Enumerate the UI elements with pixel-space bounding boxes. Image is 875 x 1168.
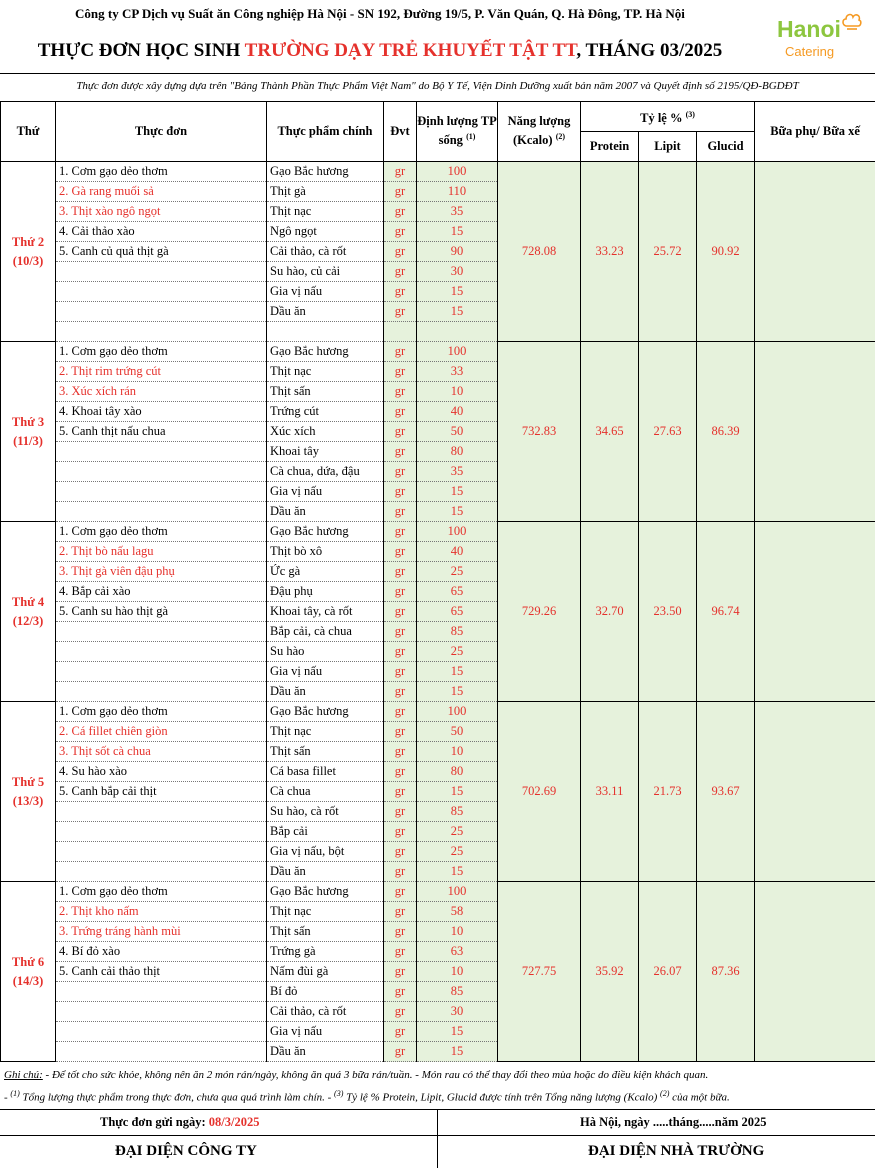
col-lipit: Lipit <box>639 132 697 162</box>
unit-cell: gr <box>384 762 417 782</box>
ingredient-cell: Bí đỏ <box>267 982 384 1002</box>
dish-cell: 1. Cơm gạo dẻo thơm <box>56 162 267 182</box>
ingredient-cell: Thịt nạc <box>267 902 384 922</box>
dish-cell <box>56 822 267 842</box>
dish-cell: 5. Canh củ quả thịt gà <box>56 242 267 262</box>
dish-cell <box>56 1002 267 1022</box>
dish-cell <box>56 442 267 462</box>
day-name: Thứ 6 <box>11 954 45 969</box>
unit-cell: gr <box>384 702 417 722</box>
dish-cell <box>56 982 267 1002</box>
note-line-2: - $^{(1)}$ Tổng lượng thực phẩm trong thực đơn, chưa qua quá trình làm chín. - $^{(3)}$ Tỷ lệ % Protein, Lipit, Glucid được tính trên Tổng năng lượng (Kcalo) $^{(2)}$ của một bữa. <box>4 1089 730 1104</box>
unit-cell: gr <box>384 722 417 742</box>
quantity-cell: 15 <box>417 862 498 882</box>
day-cell <box>1 162 56 342</box>
unit-cell: gr <box>384 842 417 862</box>
place-date: Hà Nội, ngày .....tháng.....năm 2025 <box>580 1115 767 1129</box>
quantity-cell: 15 <box>417 502 498 522</box>
unit-cell: gr <box>384 342 417 362</box>
unit-cell: gr <box>384 162 417 182</box>
dish-cell: 3. Xúc xích rán <box>56 382 267 402</box>
unit-cell: gr <box>384 962 417 982</box>
dish-cell <box>56 662 267 682</box>
dish-cell: 1. Cơm gạo dẻo thơm <box>56 702 267 722</box>
company-representative: ĐẠI DIỆN CÔNG TY <box>115 1143 257 1159</box>
logo-sub-text: Catering <box>785 44 835 59</box>
dish-cell <box>56 622 267 642</box>
unit-cell: gr <box>384 182 417 202</box>
col-unit: Đvt <box>384 102 417 162</box>
unit-cell: gr <box>384 982 417 1002</box>
quantity-cell: 35 <box>417 462 498 482</box>
glucid-cell: 93.67 <box>697 702 755 882</box>
protein-cell: 34.65 <box>581 342 639 522</box>
ingredient-cell: Đậu phụ <box>267 582 384 602</box>
table-row <box>1 342 875 362</box>
day-name: Thứ 2 <box>11 234 45 249</box>
ingredient-cell: Gạo Bắc hương <box>267 882 384 902</box>
unit-cell: gr <box>384 882 417 902</box>
unit-cell: gr <box>384 502 417 522</box>
ingredient-cell: Dầu ăn <box>267 1042 384 1062</box>
ingredient-cell: Cà chua <box>267 782 384 802</box>
header-divider <box>0 73 875 74</box>
dish-cell: 1. Cơm gạo dẻo thơm <box>56 522 267 542</box>
ingredient-cell: Cá basa fillet <box>267 762 384 782</box>
quantity-cell: 35 <box>417 202 498 222</box>
ingredient-cell: Thịt bò xô <box>267 542 384 562</box>
quantity-cell: 15 <box>417 782 498 802</box>
dish-cell: 3. Trứng tráng hành mùi <box>56 922 267 942</box>
menu-source-note: Thực đơn được xây dựng dựa trên "Bảng Thành Phần Thực Phẩm Việt Nam" do Bộ Y Tế, Viện Dinh Dưỡng xuất bản năm 2007 và Quyết định số 2195/QĐ-BGDĐT <box>76 80 799 92</box>
dish-cell <box>56 1042 267 1062</box>
table-row <box>1 882 875 902</box>
dish-cell <box>56 842 267 862</box>
day-cell <box>1 342 56 522</box>
ingredient-cell: Gạo Bắc hương <box>267 342 384 362</box>
dish-cell <box>56 502 267 522</box>
quantity-cell: 50 <box>417 422 498 442</box>
energy-cell: 729.26 <box>498 522 581 702</box>
dish-cell <box>56 482 267 502</box>
unit-cell: gr <box>384 522 417 542</box>
ingredient-cell: Ngô ngọt <box>267 222 384 242</box>
menu-table <box>0 101 875 1062</box>
unit-cell: gr <box>384 382 417 402</box>
dish-cell <box>56 802 267 822</box>
dish-cell: 3. Thịt sốt cà chua <box>56 742 267 762</box>
glucid-cell: 86.39 <box>697 342 755 522</box>
dish-cell: 3. Thịt xào ngô ngọt <box>56 202 267 222</box>
protein-cell: 33.23 <box>581 162 639 342</box>
day-cell <box>1 522 56 702</box>
dish-cell <box>56 262 267 282</box>
col-menu: Thực đơn <box>56 102 267 162</box>
ingredient-cell: Cải thảo, cà rốt <box>267 1002 384 1022</box>
quantity-cell: 25 <box>417 822 498 842</box>
glucid-cell: 90.92 <box>697 162 755 342</box>
snack-cell <box>755 162 875 342</box>
ingredient-cell: Trứng cút <box>267 402 384 422</box>
dish-cell: 5. Canh thịt nấu chua <box>56 422 267 442</box>
dish-cell: 4. Khoai tây xào <box>56 402 267 422</box>
quantity-cell: 15 <box>417 222 498 242</box>
quantity-cell: 15 <box>417 302 498 322</box>
unit-cell: gr <box>384 302 417 322</box>
note-line-1: Ghi chú: - Để tốt cho sức khỏe, không nên ăn 2 món rán/ngày, không ăn quá 3 bữa rán/tuần. - Món rau có thể thay đổi theo mùa hoặc do điều kiện khách quan. <box>4 1069 709 1081</box>
unit-cell: gr <box>384 782 417 802</box>
snack-cell <box>755 522 875 702</box>
dish-cell <box>56 302 267 322</box>
dish-cell <box>56 282 267 302</box>
unit-cell: gr <box>384 462 417 482</box>
ingredient-cell: Khoai tây, cà rốt <box>267 602 384 622</box>
unit-cell: gr <box>384 802 417 822</box>
quantity-cell: 65 <box>417 582 498 602</box>
day-date: (12/3) <box>12 613 44 628</box>
unit-cell: gr <box>384 922 417 942</box>
quantity-cell: 100 <box>417 342 498 362</box>
protein-cell: 35.92 <box>581 882 639 1062</box>
quantity-cell: 100 <box>417 882 498 902</box>
dish-cell <box>56 682 267 702</box>
quantity-cell: 50 <box>417 722 498 742</box>
school-representative: ĐẠI DIỆN NHÀ TRƯỜNG <box>588 1143 765 1159</box>
quantity-cell: 100 <box>417 702 498 722</box>
ingredient-cell: Gia vị nấu <box>267 482 384 502</box>
unit-cell: gr <box>384 902 417 922</box>
ingredient-cell: Gạo Bắc hương <box>267 162 384 182</box>
unit-cell: gr <box>384 482 417 502</box>
ingredient-cell: Cải thảo, cà rốt <box>267 242 384 262</box>
lipit-cell: 27.63 <box>639 342 697 522</box>
ingredient-cell: Gia vị nấu <box>267 662 384 682</box>
ingredient-cell: Trứng gà <box>267 942 384 962</box>
col-protein: Protein <box>581 132 639 162</box>
glucid-cell: 96.74 <box>697 522 755 702</box>
page-title <box>0 34 760 68</box>
col-ratio: Tỷ lệ % $^{(3)}$ <box>581 102 755 132</box>
unit-cell: gr <box>384 1002 417 1022</box>
ingredient-cell <box>267 322 384 342</box>
unit-cell: gr <box>384 202 417 222</box>
unit-cell: gr <box>384 242 417 262</box>
dish-cell: 4. Cải thảo xào <box>56 222 267 242</box>
sent-date: Thực đơn gửi ngày: 08/3/2025 <box>100 1115 260 1129</box>
quantity-cell: 100 <box>417 522 498 542</box>
quantity-cell: 85 <box>417 982 498 1002</box>
unit-cell <box>384 322 417 342</box>
dish-cell: 3. Thịt gà viên đậu phụ <box>56 562 267 582</box>
ingredient-cell: Thịt nạc <box>267 722 384 742</box>
day-cell <box>1 882 56 1062</box>
quantity-cell: 85 <box>417 802 498 822</box>
unit-cell: gr <box>384 822 417 842</box>
col-ingredient: Thực phẩm chính <box>267 102 384 162</box>
dish-cell: 2. Thịt bò nấu lagu <box>56 542 267 562</box>
header-row-1 <box>1 102 875 132</box>
day-date: (10/3) <box>12 253 44 268</box>
quantity-cell: 15 <box>417 482 498 502</box>
energy-cell: 728.08 <box>498 162 581 342</box>
title-prefix: THỰC ĐƠN HỌC SINH <box>37 40 245 61</box>
ingredient-cell: Gia vị nấu <box>267 1022 384 1042</box>
quantity-cell: 15 <box>417 282 498 302</box>
day-date: (11/3) <box>13 433 43 448</box>
lipit-cell: 26.07 <box>639 882 697 1062</box>
ingredient-cell: Dầu ăn <box>267 862 384 882</box>
quantity-cell: 15 <box>417 1042 498 1062</box>
energy-cell: 727.75 <box>498 882 581 1062</box>
dish-cell: 2. Cá fillet chiên giòn <box>56 722 267 742</box>
protein-cell: 32.70 <box>581 522 639 702</box>
ingredient-cell: Gia vị nấu, bột <box>267 842 384 862</box>
unit-cell: gr <box>384 662 417 682</box>
quantity-cell: 15 <box>417 662 498 682</box>
quantity-cell: 30 <box>417 1002 498 1022</box>
quantity-cell: 58 <box>417 902 498 922</box>
footer-vertical-divider <box>437 1110 438 1168</box>
chef-hat-icon <box>841 12 863 32</box>
quantity-cell: 85 <box>417 622 498 642</box>
ingredient-cell: Su hào, cà rốt <box>267 802 384 822</box>
table-row <box>1 162 875 182</box>
ingredient-cell: Dầu ăn <box>267 302 384 322</box>
dish-cell: 2. Thịt kho nấm <box>56 902 267 922</box>
dish-cell <box>56 862 267 882</box>
protein-cell: 33.11 <box>581 702 639 882</box>
unit-cell: gr <box>384 642 417 662</box>
dish-cell <box>56 1022 267 1042</box>
unit-cell: gr <box>384 262 417 282</box>
ingredient-cell: Thịt gà <box>267 182 384 202</box>
table-row <box>1 522 875 542</box>
ingredient-cell: Thịt sấn <box>267 742 384 762</box>
col-glucid: Glucid <box>697 132 755 162</box>
ingredient-cell: Cà chua, dứa, đậu <box>267 462 384 482</box>
quantity-cell: 10 <box>417 382 498 402</box>
dish-cell: 4. Bắp cải xào <box>56 582 267 602</box>
dish-cell: 5. Canh su hào thịt gà <box>56 602 267 622</box>
quantity-cell: 40 <box>417 402 498 422</box>
quantity-cell: 110 <box>417 182 498 202</box>
snack-cell <box>755 702 875 882</box>
ingredient-cell: Dầu ăn <box>267 682 384 702</box>
unit-cell: gr <box>384 942 417 962</box>
unit-cell: gr <box>384 862 417 882</box>
dish-cell: 5. Canh bắp cải thịt <box>56 782 267 802</box>
glucid-cell: 87.36 <box>697 882 755 1062</box>
dish-cell: 4. Su hào xào <box>56 762 267 782</box>
col-quantity: Định lượng TP sống $^{(1)}$ <box>417 102 498 162</box>
day-cell <box>1 702 56 882</box>
unit-cell: gr <box>384 622 417 642</box>
ingredient-cell: Thịt sấn <box>267 382 384 402</box>
quantity-cell: 63 <box>417 942 498 962</box>
unit-cell: gr <box>384 582 417 602</box>
quantity-cell: 100 <box>417 162 498 182</box>
col-snack: Bữa phụ/ Bữa xế <box>755 102 875 162</box>
day-date: (14/3) <box>12 973 44 988</box>
dish-cell: 1. Cơm gạo dẻo thơm <box>56 342 267 362</box>
day-name: Thứ 5 <box>11 774 45 789</box>
quantity-cell: 90 <box>417 242 498 262</box>
ingredient-cell: Su hào <box>267 642 384 662</box>
quantity-cell: 10 <box>417 742 498 762</box>
ingredient-cell: Bắp cải <box>267 822 384 842</box>
unit-cell: gr <box>384 542 417 562</box>
quantity-cell: 30 <box>417 262 498 282</box>
unit-cell: gr <box>384 362 417 382</box>
ingredient-cell: Gạo Bắc hương <box>267 702 384 722</box>
col-day: Thứ <box>1 102 56 162</box>
quantity-cell: 15 <box>417 682 498 702</box>
dish-cell <box>56 322 267 342</box>
unit-cell: gr <box>384 402 417 422</box>
snack-cell <box>755 882 875 1062</box>
dish-cell: 5. Canh cải thảo thịt <box>56 962 267 982</box>
quantity-cell: 65 <box>417 602 498 622</box>
quantity-cell: 25 <box>417 842 498 862</box>
ingredient-cell: Thịt sấn <box>267 922 384 942</box>
ingredient-cell: Thịt nạc <box>267 202 384 222</box>
dish-cell: 2. Thịt rim trứng cút <box>56 362 267 382</box>
unit-cell: gr <box>384 222 417 242</box>
unit-cell: gr <box>384 682 417 702</box>
ingredient-cell: Xúc xích <box>267 422 384 442</box>
ingredient-cell: Gạo Bắc hương <box>267 522 384 542</box>
table-row <box>1 702 875 722</box>
unit-cell: gr <box>384 742 417 762</box>
unit-cell: gr <box>384 1042 417 1062</box>
quantity-cell: 40 <box>417 542 498 562</box>
quantity-cell: 80 <box>417 762 498 782</box>
day-date: (13/3) <box>12 793 44 808</box>
ingredient-cell: Dầu ăn <box>267 502 384 522</box>
ingredient-cell: Thịt nạc <box>267 362 384 382</box>
quantity-cell: 33 <box>417 362 498 382</box>
note-label: Ghi chú: <box>4 1069 43 1081</box>
dish-cell: 4. Bí đỏ xào <box>56 942 267 962</box>
dish-cell: 1. Cơm gạo dẻo thơm <box>56 882 267 902</box>
dish-cell <box>56 462 267 482</box>
ingredient-cell: Nấm đùi gà <box>267 962 384 982</box>
ingredient-cell: Khoai tây <box>267 442 384 462</box>
unit-cell: gr <box>384 1022 417 1042</box>
ingredient-cell: Su hào, củ cải <box>267 262 384 282</box>
lipit-cell: 25.72 <box>639 162 697 342</box>
quantity-cell: 25 <box>417 642 498 662</box>
unit-cell: gr <box>384 562 417 582</box>
snack-cell <box>755 342 875 522</box>
lipit-cell: 21.73 <box>639 702 697 882</box>
quantity-cell: 10 <box>417 962 498 982</box>
quantity-cell: 10 <box>417 922 498 942</box>
logo-main-text: Hanoi <box>777 16 841 42</box>
ingredient-cell: Ức gà <box>267 562 384 582</box>
lipit-cell: 23.50 <box>639 522 697 702</box>
energy-cell: 702.69 <box>498 702 581 882</box>
hanoi-catering-logo <box>775 14 867 66</box>
company-info: Công ty CP Dịch vụ Suất ăn Công nghiệp Hà Nội - SN 192, Đường 19/5, P. Văn Quán, Q. Hà Đông, TP. Hà Nội <box>75 6 685 21</box>
unit-cell: gr <box>384 442 417 462</box>
title-suffix: , THÁNG 03/2025 <box>576 40 723 61</box>
title-school: TRƯỜNG DẠY TRẺ KHUYẾT TẬT TT <box>244 40 577 61</box>
quantity-cell: 25 <box>417 562 498 582</box>
dish-cell <box>56 642 267 662</box>
dish-cell: 2. Gà rang muối sả <box>56 182 267 202</box>
quantity-cell <box>417 322 498 342</box>
day-name: Thứ 4 <box>11 594 45 609</box>
ingredient-cell: Gia vị nấu <box>267 282 384 302</box>
unit-cell: gr <box>384 282 417 302</box>
ingredient-cell: Bắp cải, cà chua <box>267 622 384 642</box>
menu-body <box>1 162 875 1062</box>
quantity-cell: 15 <box>417 1022 498 1042</box>
day-name: Thứ 3 <box>11 414 45 429</box>
col-energy: Năng lượng (Kcalo) $^{(2)}$ <box>498 102 581 162</box>
quantity-cell: 80 <box>417 442 498 462</box>
energy-cell: 732.83 <box>498 342 581 522</box>
unit-cell: gr <box>384 602 417 622</box>
unit-cell: gr <box>384 422 417 442</box>
